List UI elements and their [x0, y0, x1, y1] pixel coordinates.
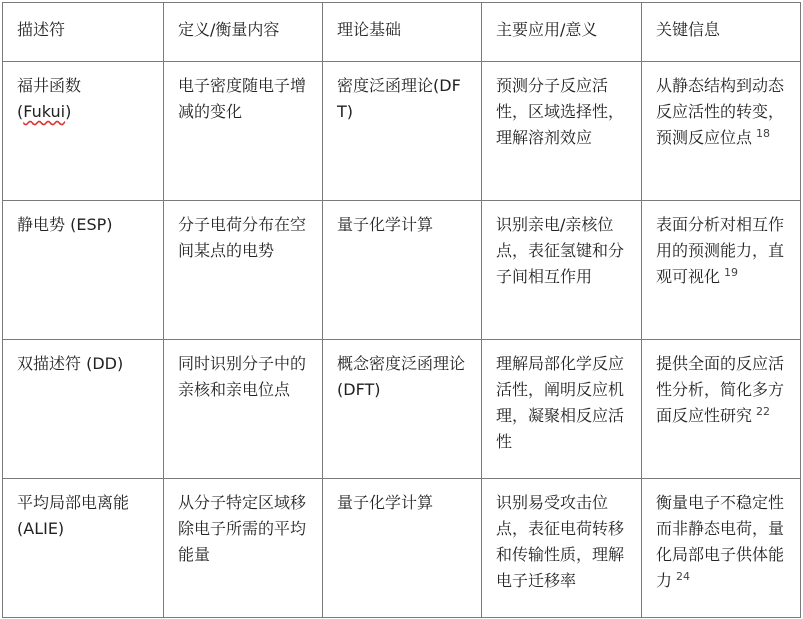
cell-descriptor — [3, 62, 164, 201]
cell-application: 识别易受攻击位点，表征电荷转移和传输性质，理解电子迁移率 — [482, 479, 642, 618]
cell-definition: 分子电荷分布在空间某点的电势 — [164, 201, 323, 340]
spellcheck-underline: Fukui — [23, 102, 66, 121]
descriptor-abbrev: (Fukui) — [17, 102, 72, 121]
cell-descriptor — [3, 479, 164, 618]
cell-theory: 密度泛函理论(DFT) — [323, 62, 482, 201]
cell-definition: 同时识别分子中的亲核和亲电位点 — [164, 340, 323, 479]
reference-number: 18 — [756, 126, 771, 140]
table-header-row — [3, 3, 801, 62]
descriptor-name: 双描述符 (DD) — [17, 354, 124, 373]
descriptor-abbrev: (ALIE) — [17, 519, 65, 538]
descriptor-table — [2, 2, 801, 618]
cell-theory: 量子化学计算 — [323, 201, 482, 340]
table-row — [3, 479, 801, 618]
cell-key-info — [642, 201, 801, 340]
header-theory: 理论基础 — [323, 3, 482, 62]
key-info-text: 表面分析对相互作用的预测能力，直观可视化 — [656, 215, 785, 286]
cell-application: 识别亲电/亲核位点，表征氢键和分子间相互作用 — [482, 201, 642, 340]
cell-definition: 从分子特定区域移除电子所需的平均能量 — [164, 479, 323, 618]
header-descriptor: 描述符 — [3, 3, 164, 62]
cell-application: 预测分子反应活性，区域选择性，理解溶剂效应 — [482, 62, 642, 201]
cell-key-info — [642, 62, 801, 201]
table-row — [3, 340, 801, 479]
descriptor-name: 福井函数 — [17, 76, 82, 95]
table-row — [3, 62, 801, 201]
cell-theory: 概念密度泛函理论 (DFT) — [323, 340, 482, 479]
reference-number: 24 — [676, 569, 691, 583]
header-application: 主要应用/意义 — [482, 3, 642, 62]
key-info-text: 提供全面的反应活性分析，简化多方面反应性研究 — [656, 354, 785, 425]
cell-descriptor — [3, 340, 164, 479]
cell-application: 理解局部化学反应活性，阐明反应机理，凝聚相反应活性 — [482, 340, 642, 479]
cell-key-info — [642, 479, 801, 618]
descriptor-name: 平均局部电离能 — [17, 493, 130, 512]
table-row — [3, 201, 801, 340]
key-info-text: 从静态结构到动态反应活性的转变，预测反应位点 — [656, 76, 785, 147]
reference-number: 22 — [756, 404, 771, 418]
cell-theory: 量子化学计算 — [323, 479, 482, 618]
cell-descriptor — [3, 201, 164, 340]
key-info-text: 衡量电子不稳定性而非静态电荷，量化局部电子供体能力 — [656, 493, 785, 590]
header-definition: 定义/衡量内容 — [164, 3, 323, 62]
reference-number: 19 — [724, 265, 739, 279]
descriptor-name: 静电势 (ESP) — [17, 215, 113, 234]
header-key-info: 关键信息 — [642, 3, 801, 62]
cell-definition: 电子密度随电子增减的变化 — [164, 62, 323, 201]
cell-key-info — [642, 340, 801, 479]
